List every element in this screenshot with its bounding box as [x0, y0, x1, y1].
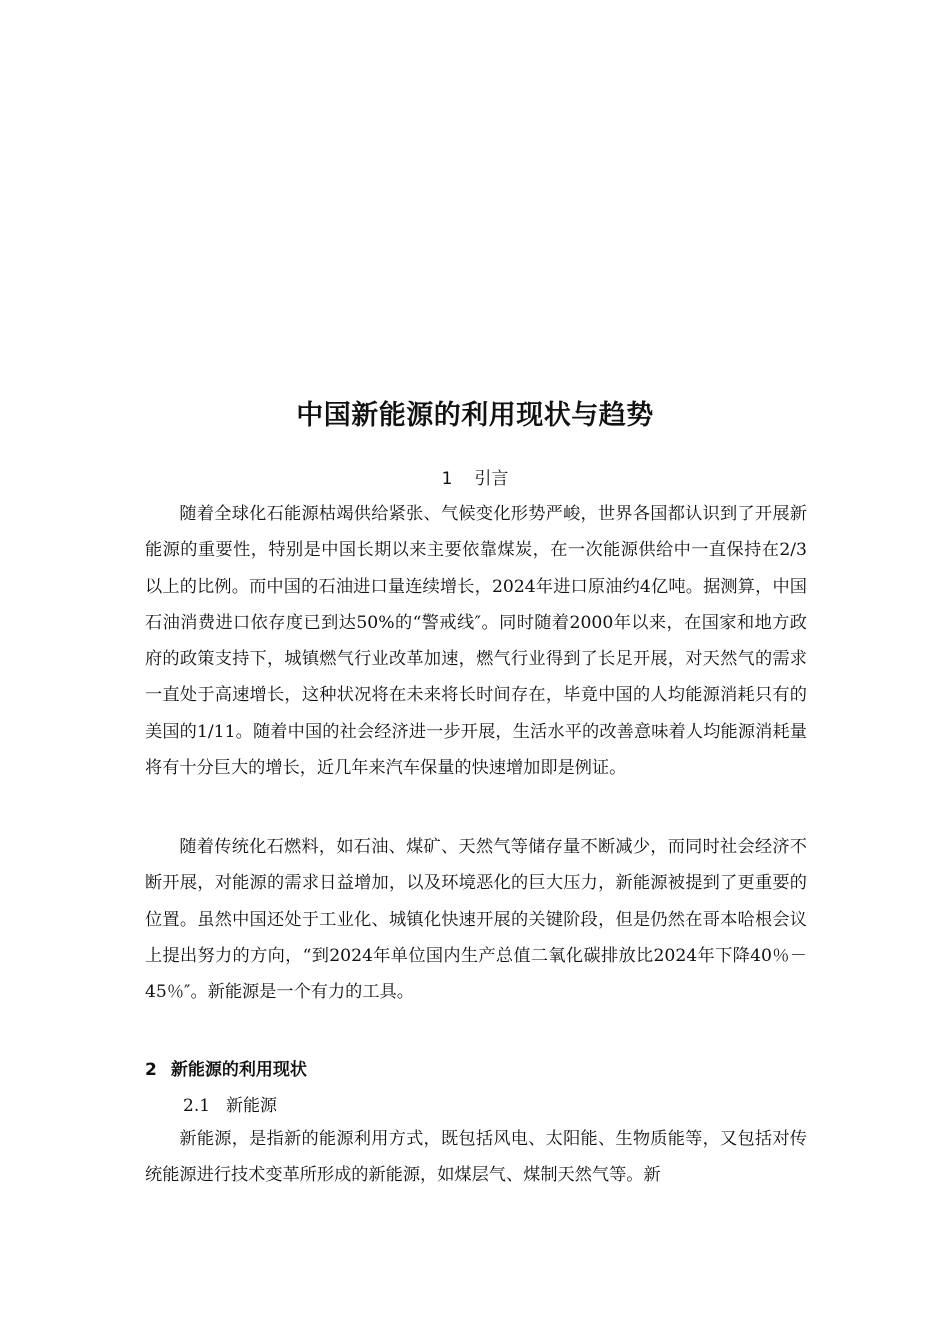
- paragraph-text: 新能源，是指新的能源利用方式，既包括风电、太阳能、生物质能等，又包括对传统能源进行技术变革所形成的新能源，如煤层气、煤制天然气等。新: [145, 1129, 807, 1186]
- section-2-number: 2: [145, 1060, 157, 1080]
- section-1-paragraph-1: [145, 496, 807, 786]
- section-2-heading: [145, 1055, 307, 1085]
- paragraph-text: 随着传统化石燃料，如石油、煤矿、天然气等储存量不断减少，而同时社会经济不断开展，对能源的需求日益增加，以及环境恶化的巨大压力，新能源被提到了更重要的位置。虽然中国还处于工业化、城镇化快速开展的关键阶段，但是仍然在哥本哈根会议上提出努力的方向，“到2024年单位国内生产总值二氧化碳排放比2024年下降40％－45％″。新能源是一个有力的工具。: [145, 837, 807, 1003]
- subsection-2-1-number: 2.1: [183, 1096, 211, 1116]
- section-1-number: 1: [441, 469, 453, 489]
- subsection-2-1-title: 新能源: [226, 1096, 278, 1116]
- document-title: 中国新能源的利用现状与趋势: [296, 400, 654, 431]
- section-1-title: 引言: [474, 469, 509, 489]
- paragraph-text: 随着全球化石能源枯竭供给紧张、气候变化形势严峻，世界各国都认识到了开展新能源的重要性，特别是中国长期以来主要依靠煤炭，在一次能源供给中一直保持在2/3以上的比例。而中国的石油进口量连续增长，2024年进口原油约4亿吨。据测算，中国石油消费进口依存度已到达50%的“警戒线″。同时随着2000年以来，在国家和地方政府的政策支持下，城镇燃气行业改革加速，燃气行业得到了长足开展，对天然气的需求一直处于高速增长，这种状况将在未来将长时间存在，毕竟中国的人均能源消耗只有的美国的1/11。随着中国的社会经济进一步开展，生活水平的改善意味着人均能源消耗量将有十分巨大的增长，近几年来汽车保量的快速增加即是例证。: [145, 504, 807, 779]
- section-1-heading: [0, 464, 950, 494]
- section-1-paragraph-2: [145, 829, 807, 1010]
- section-2-title: 新能源的利用现状: [170, 1060, 307, 1080]
- section-2-paragraph-1: [145, 1121, 807, 1194]
- subsection-2-1-heading: [183, 1091, 277, 1121]
